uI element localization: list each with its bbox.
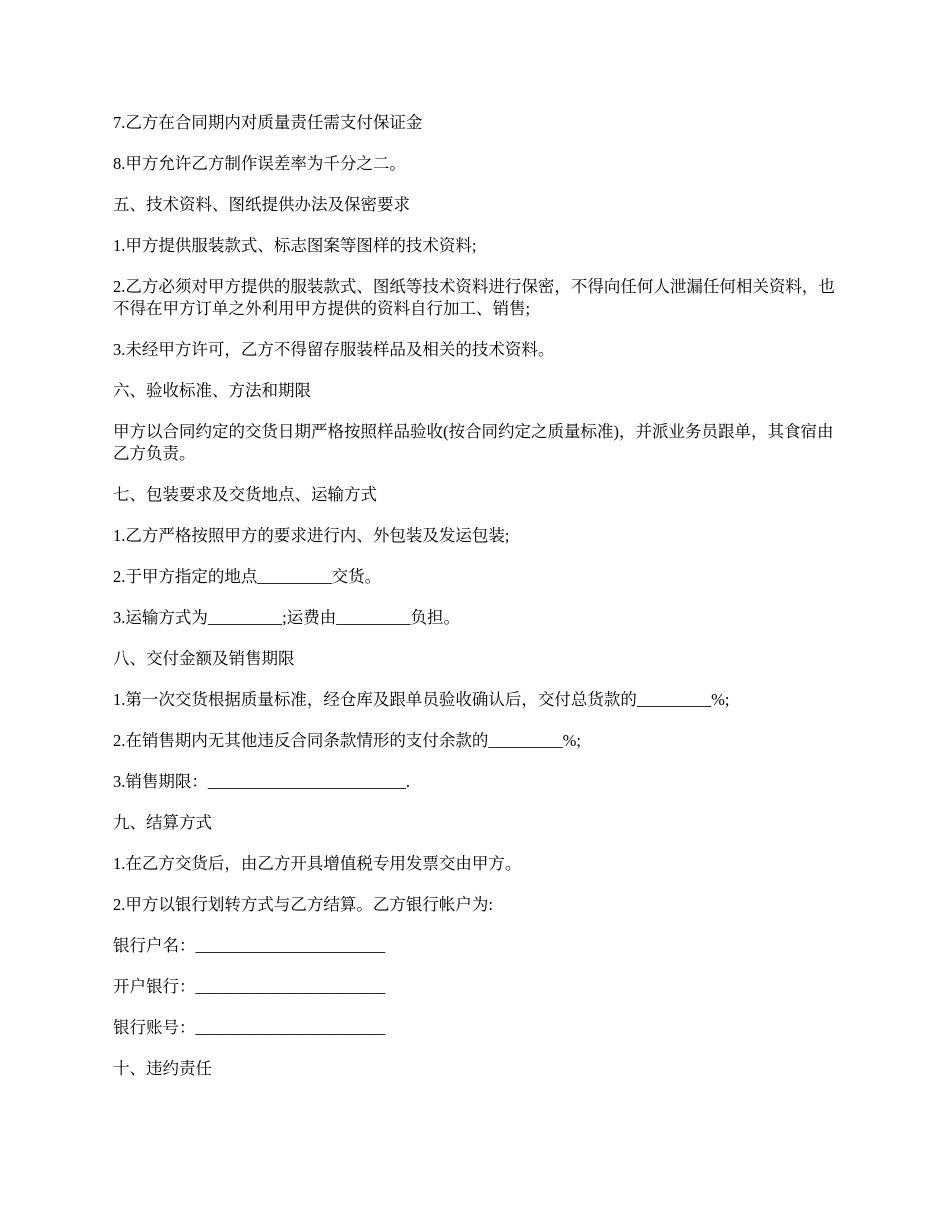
section-heading-6: 六、验收标准、方法和期限 [113,381,311,400]
section-8-item-1: 1.第一次交货根据质量标准，经仓库及跟单员验收确认后，交付总货款的_________%; [113,690,730,709]
section-5-item-1: 1.甲方提供服装款式、标志图案等图样的技术资料; [113,236,477,255]
section-heading-5: 五、技术资料、图纸提供办法及保密要求 [113,195,410,214]
bank-account-name-line: 银行户名：_______________________ [113,936,386,955]
section-9-item-2: 2.甲方以银行划转方式与乙方结算。乙方银行帐户为: [113,895,493,914]
document-page [113,112,843,1099]
section-7-item-1: 1.乙方严格按照甲方的要求进行内、外包装及发运包装; [113,526,510,545]
section-5-item-2: 2.乙方必须对甲方提供的服装款式、图纸等技术资料进行保密，不得向任何人泄漏任何相关资料，也不得在甲方订单之外利用甲方提供的资料自行加工、销售; [113,277,835,318]
section-heading-9: 九、结算方式 [113,813,212,832]
bank-account-number-line: 银行账号：_______________________ [113,1018,386,1037]
bank-name-line: 开户银行：_______________________ [113,977,386,996]
section-heading-8: 八、交付金额及销售期限 [113,649,295,668]
clause-8-error-rate: 8.甲方允许乙方制作误差率为千分之二。 [113,154,406,173]
section-5-item-3: 3.未经甲方许可，乙方不得留存服装样品及相关的技术资料。 [113,340,555,359]
clause-7-deposit: 7.乙方在合同期内对质量责任需支付保证金 [113,113,423,132]
section-8-item-3: 3.销售期限：________________________. [113,772,410,791]
section-9-item-1: 1.在乙方交货后，由乙方开具增值税专用发票交由甲方。 [113,854,522,873]
section-6-body: 甲方以合同约定的交货日期严格按照样品验收(按合同约定之质量标准)，并派业务员跟单，其食宿由乙方负责。 [113,422,834,463]
section-7-item-3: 3.运输方式为_________;运费由_________负担。 [113,608,460,627]
section-heading-7: 七、包装要求及交货地点、运输方式 [113,485,377,504]
section-7-item-2: 2.于甲方指定的地点_________交货。 [113,567,382,586]
section-heading-10: 十、违约责任 [113,1059,212,1078]
section-8-item-2: 2.在销售期内无其他违反合同条款情形的支付余款的_________%; [113,731,581,750]
